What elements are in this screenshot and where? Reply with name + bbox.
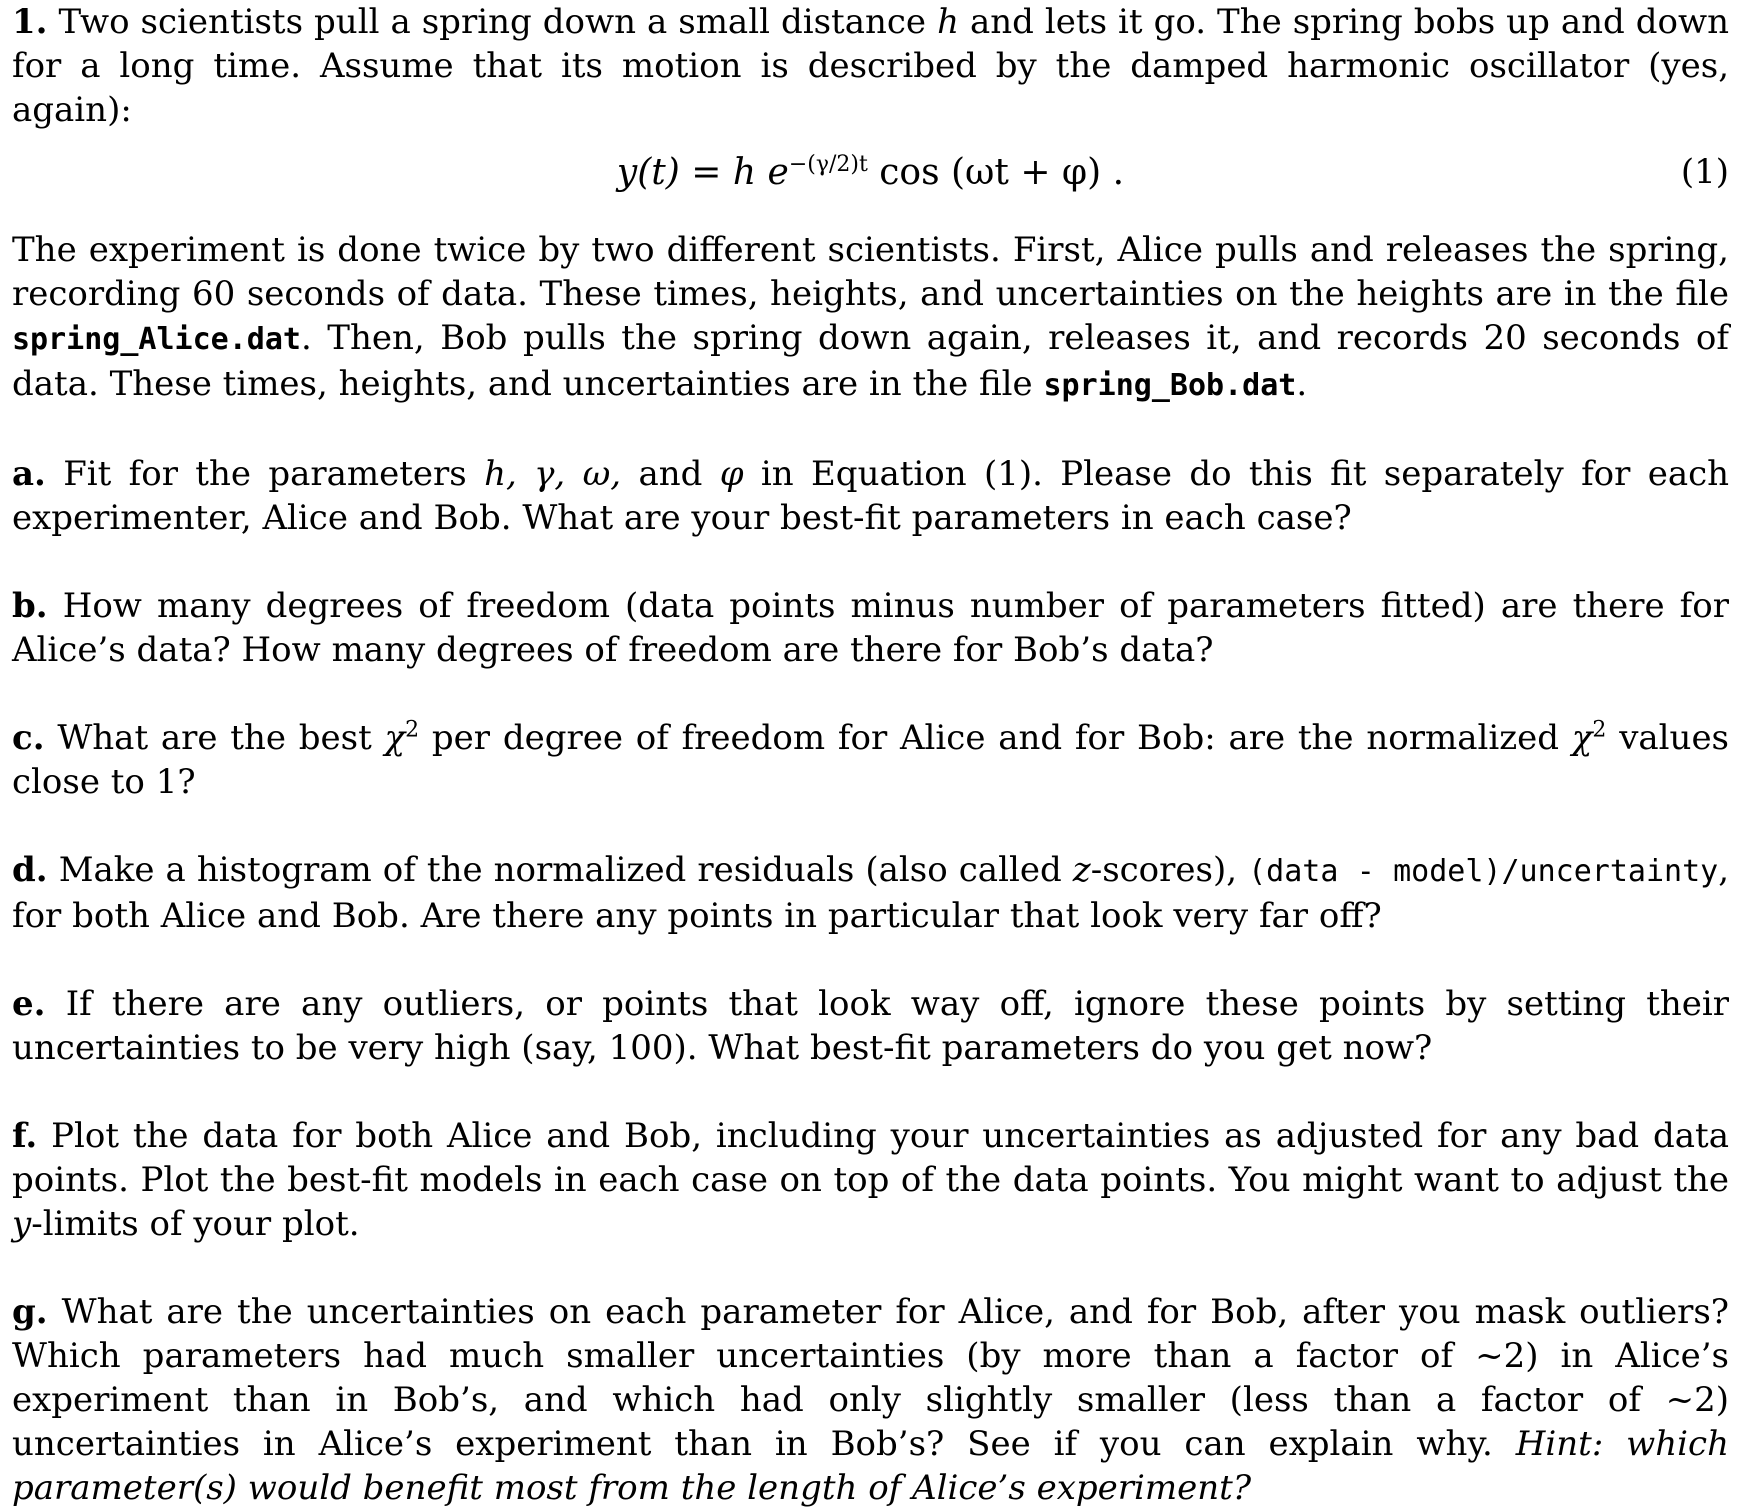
part-d-code: (data - model)/uncertainty <box>1248 854 1719 889</box>
part-d-label: d. <box>12 850 48 890</box>
chi-symbol: χ <box>384 718 406 758</box>
problem-number: 1. <box>12 2 48 42</box>
part-b <box>12 584 1729 672</box>
part-c-text-3: values close to 1? <box>12 718 1730 802</box>
equation-exponent: −(γ/2)t <box>788 152 868 177</box>
part-a-text-1: Fit for the parameters <box>63 454 467 494</box>
part-d-text-2: -scores), <box>1090 850 1238 890</box>
part-d <box>12 848 1729 938</box>
part-c-text-1: What are the best <box>57 718 372 758</box>
part-d-z: z <box>1072 850 1091 890</box>
part-a-vars: h, γ, ω, <box>484 454 622 494</box>
part-a-label: a. <box>12 454 46 494</box>
part-b-label: b. <box>12 586 48 626</box>
spacer <box>12 1246 1729 1290</box>
setup-text-1: The experiment is done twice by two different scientists. First, Alice pulls and releases the spring, recording 60 seconds of data. These times, heights, and uncertainties on the heights are in the file <box>12 230 1729 314</box>
setup-text-2: . Then, Bob pulls the spring down again, releases it, and records 20 seconds of data. These times, heights, and uncertainties are in the file <box>12 318 1729 404</box>
part-d-text-1: Make a histogram of the normalized residuals (also called <box>58 850 1062 890</box>
part-b-text: How many degrees of freedom (data points minus number of parameters fitted) are there for Alice’s data? How many degrees of freedom are there for Bob’s data? <box>12 586 1729 670</box>
spacer <box>12 672 1729 716</box>
part-c <box>12 716 1729 804</box>
equation-number: (1) <box>1680 152 1729 192</box>
part-g <box>12 1290 1729 1510</box>
problem-setup <box>12 228 1729 408</box>
part-e <box>12 982 1729 1070</box>
part-d-text-3: , for both Alice and Bob. Are there any points in particular that look very far off? <box>12 850 1730 936</box>
equation <box>12 152 1729 193</box>
intro-text-1: Two scientists pull a spring down a small distance <box>58 2 927 42</box>
problem-sheet <box>12 0 1729 1510</box>
setup-text-3: . <box>1296 364 1308 404</box>
part-f-text-2: -limits of your plot. <box>31 1204 360 1244</box>
part-a-text-2: and <box>638 454 703 494</box>
equation-row <box>12 140 1729 210</box>
spacer <box>12 938 1729 982</box>
spacer <box>12 1070 1729 1114</box>
file-alice: spring_Alice.dat <box>12 322 301 357</box>
problem-intro <box>12 0 1729 132</box>
part-g-label: g. <box>12 1292 48 1332</box>
part-g-hint: Hint: which parameter(s) would benefit most from the length of Alice’s experiment? <box>12 1424 1729 1508</box>
part-f-label: f. <box>12 1116 38 1156</box>
part-a <box>12 452 1729 540</box>
equation-lhs: y(t) = h e <box>616 152 789 193</box>
part-e-text: If there are any outliers, or points that look way off, ignore these points by setting their uncertainties to be very high (say, 100). What best-fit parameters do you get now? <box>12 984 1730 1068</box>
chi-squared-exponent: 2 <box>1592 717 1607 743</box>
part-g-text-1: What are the uncertainties on each parameter for Alice, and for Bob, after you mask outliers? Which parameters had much smaller uncertainties (by more than a factor of ~2) in Alice’s experiment than in Bob’s, and which had only slightly smaller (less than a factor of ~2) uncertainties in Alice’s experiment than in Bob’s? See if you can explain why. <box>12 1292 1729 1464</box>
part-c-text-2: per degree of freedom for Alice and for Bob: are the normalized <box>431 718 1560 758</box>
chi-squared-exponent: 2 <box>405 717 420 743</box>
spacer <box>12 804 1729 848</box>
part-e-label: e. <box>12 984 46 1024</box>
spacer <box>12 408 1729 452</box>
part-f <box>12 1114 1729 1246</box>
intro-text-2: and lets it go. The spring bobs up and down for a long time. Assume that its motion is described by the damped harmonic oscillator (yes, again): <box>12 2 1730 130</box>
equation-rhs: cos (ωt + φ) . <box>867 152 1125 193</box>
spacer <box>12 540 1729 584</box>
part-f-text-1: Plot the data for both Alice and Bob, including your uncertainties as adjusted for any bad data points. Plot the best-fit models in each case on top of the data points. You might want to adjust the <box>12 1116 1729 1200</box>
part-a-phi: φ <box>719 454 744 494</box>
part-c-label: c. <box>12 718 45 758</box>
var-h: h <box>937 2 959 42</box>
part-a-text-3: in Equation (1). Please do this fit separately for each experimenter, Alice and Bob. What are your best-fit parameters in each case? <box>12 454 1730 538</box>
chi-symbol: χ <box>1571 718 1593 758</box>
part-f-y: y <box>12 1204 32 1244</box>
file-bob: spring_Bob.dat <box>1043 368 1297 403</box>
